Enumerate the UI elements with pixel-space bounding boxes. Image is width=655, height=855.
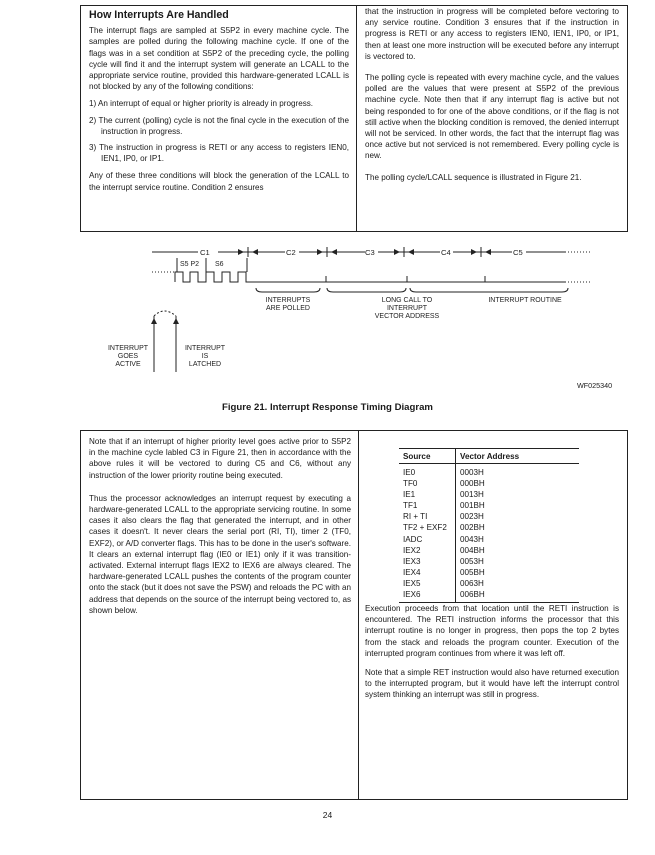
paragraph: The interrupt flags are sampled at S5P2 in every machine cycle. The samples are polled during the following machine cycle. If one of the flags was in a set condition at S5P2 of the preceding cycle, the polling cycle will find it and the interrupt system will generate an LCALL to the appropriate service routine, provided this hardware-generated LCALL is not blocked by any of the following conditions: xyxy=(89,26,349,92)
annotation-lcall-line2: INTERRUPT xyxy=(386,305,428,312)
annotation-latched-line3: LATCHED xyxy=(188,361,222,368)
cell-vector: 006BH xyxy=(456,589,580,603)
condition-list xyxy=(89,98,349,164)
header-vector-address: Vector Address xyxy=(456,449,580,464)
cell-vector: 0053H xyxy=(456,556,580,567)
cell-vector: 001BH xyxy=(456,500,580,511)
table-row xyxy=(399,522,579,533)
state-label-s5p2: S5 P2 xyxy=(180,261,200,268)
header-source: Source xyxy=(399,449,456,464)
cell-vector: 002BH xyxy=(456,522,580,533)
table-row xyxy=(399,545,579,556)
cell-vector: 000BH xyxy=(456,478,580,489)
annotation-routine: INTERRUPT ROUTINE xyxy=(488,297,562,304)
cycle-label-c2: C2 xyxy=(286,248,296,257)
cell-source: IADC xyxy=(403,534,423,544)
table-row xyxy=(399,464,579,479)
table-row xyxy=(399,534,579,545)
table-row xyxy=(399,589,579,603)
cell-source: IEX4 xyxy=(403,567,421,577)
cell-source: TF0 xyxy=(403,479,418,489)
annotation-active-line2: GOES xyxy=(117,353,139,360)
cycle-label-c4: C4 xyxy=(441,248,451,257)
bottom-right-column xyxy=(365,603,619,707)
figure-id: WF025340 xyxy=(577,381,613,390)
page-number: 24 xyxy=(322,810,333,820)
annotation-lcall-line3: VECTOR ADDRESS xyxy=(374,313,440,320)
paragraph: that the instruction in progress will be completed before vectoring to any service routine. Condition 3 ensures that if the instruction in progress is RETI or any access to registers IEN0, IEN1, IP0, or IP1, then at least one more instruction will be executed before any interrupt is vectored to. xyxy=(365,7,619,61)
cell-source: TF2 + EXF2 xyxy=(403,523,447,533)
cell-source: IEX3 xyxy=(403,556,421,566)
paragraph: Note that a simple RET instruction would also have returned execution to the interrupted program, but it would have left the interrupt control system thinking an interrupt was still in progress. xyxy=(365,668,619,700)
cell-source: IE0 xyxy=(403,468,416,477)
table-row xyxy=(399,500,579,511)
annotation-polled-line2: ARE POLLED xyxy=(266,305,310,312)
cycle-label-c5: C5 xyxy=(513,248,523,257)
annotation-lcall-line1: LONG CALL TO xyxy=(381,297,433,304)
paragraph: The polling cycle/LCALL sequence is illustrated in Figure 21. xyxy=(365,172,582,182)
condition-item: 2) The current (polling) cycle is not the final cycle in the execution of the instruction in progress. xyxy=(89,115,349,136)
cell-vector: 0063H xyxy=(456,578,580,589)
cell-source: IEX2 xyxy=(403,545,421,555)
paragraph: Execution proceeds from that location until the RETI instruction is encountered. The RETI instruction informs the processor that this interrupt routine is no longer in progress, then pops the top 2 bytes from the stack and reloads the program counter. Execution of the interrupted program continues from where it was left off. xyxy=(365,604,619,658)
cell-vector: 0003H xyxy=(456,464,580,479)
condition-item: 1) An interrupt of equal or higher priority is already in progress. xyxy=(89,99,314,109)
table-row xyxy=(399,556,579,567)
annotation-latched-line2: IS xyxy=(201,353,209,360)
top-right-column xyxy=(365,6,619,189)
top-column-divider xyxy=(356,5,357,232)
paragraph: Any of these three conditions will block the generation of the LCALL to the interrupt service routine. Condition 2 ensures xyxy=(89,171,349,192)
vector-address-table xyxy=(399,448,579,603)
paragraph: Thus the processor acknowledges an interrupt request by executing a hardware-generated LCALL to the appropriate servicing routine. In some cases it also clears the flag that generated the interrupt, and in other cases it doesn't. It never clears the serial port (RI, TI), timer 2 (TF0, EXF2), or A/D converter flags. This has to be done in the user's software. It clears an external interrupt flag (IE0 or IE1) only if it was transition-activated. External interrupt flags IEX2 to IEX6 are always cleared. The hardware-generated LCALL pushes the contents of the program counter onto the stack (but it does not save the PSW) and reloads the PC with an address that depends on the source of the interrupt being vectored to, as shown below. xyxy=(89,493,351,615)
paragraph: Note that if an interrupt of higher priority level goes active prior to S5P2 in the machine cycle labled C3 in Figure 21, then in accordance with the above rules it will be vectored to during C5 and C6, without any instruction of the lower priority routine being executed. xyxy=(89,437,351,480)
table-row xyxy=(399,578,579,589)
table-header-row xyxy=(399,449,579,464)
cell-source: IEX5 xyxy=(403,578,421,588)
cell-vector: 004BH xyxy=(456,545,580,556)
section-heading: How Interrupts Are Handled xyxy=(89,9,229,21)
top-left-column xyxy=(89,10,349,199)
annotation-active-line3: ACTIVE xyxy=(115,361,141,368)
figure-caption: Figure 21. Interrupt Response Timing Diagram xyxy=(222,402,433,413)
table-row xyxy=(399,511,579,522)
condition-item: 3) The instruction in progress is RETI or any access to registers IEN0, IEN1, IP0, or IP1. xyxy=(89,143,349,164)
annotation-latched-line1: INTERRUPT xyxy=(184,345,226,352)
state-label-s6: S6 xyxy=(215,261,224,268)
table-row xyxy=(399,567,579,578)
cell-vector: 0043H xyxy=(456,534,580,545)
table-row xyxy=(399,489,579,500)
cell-source: TF1 xyxy=(403,501,418,511)
bottom-left-column xyxy=(89,436,351,622)
cell-vector: 0013H xyxy=(456,489,580,500)
cycle-label-c3: C3 xyxy=(365,248,375,257)
paragraph: The polling cycle is repeated with every machine cycle, and the values polled are the values that were present at S5P2 of the previous machine cycle. Note then that if any interrupt flag is active but not being responded to for one of the above conditions, or if the flag is not still active when the blocking condition is removed, the denied interrupt will not be serviced. In other words, the fact that the interrupt flag was once active but not serviced is not remembered. Every polling cycle is new. xyxy=(365,73,619,161)
cell-source: IE1 xyxy=(403,490,416,500)
annotation-active-line1: INTERRUPT xyxy=(107,345,149,352)
cell-source: RI + TI xyxy=(403,512,428,522)
cell-vector: 005BH xyxy=(456,567,580,578)
cell-source: IEX6 xyxy=(399,589,456,603)
cycle-label-c1: C1 xyxy=(200,248,210,257)
annotation-polled-line1: INTERRUPTS xyxy=(265,297,311,304)
bottom-column-divider xyxy=(358,430,359,800)
table-row xyxy=(399,478,579,489)
cell-vector: 0023H xyxy=(456,511,580,522)
